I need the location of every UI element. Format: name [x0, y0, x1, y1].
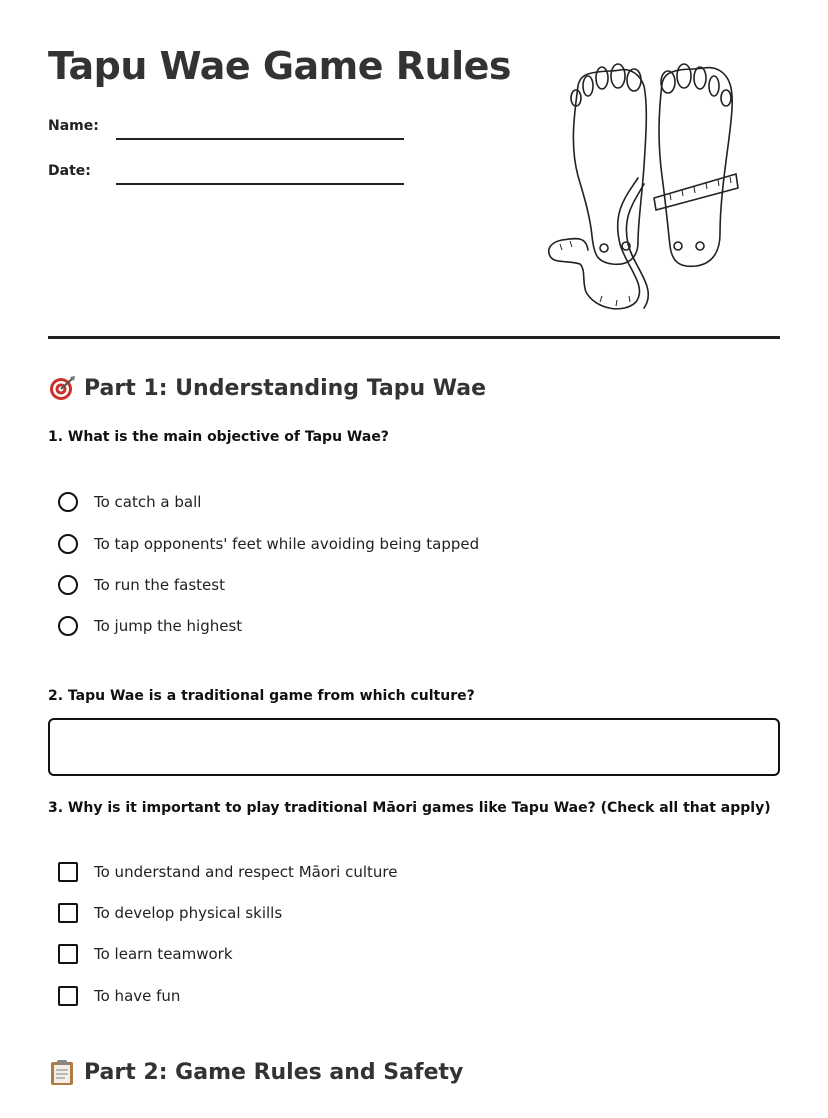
- part1-heading-text: Part 1: Understanding Tapu Wae: [84, 375, 487, 401]
- q1-option-label: To catch a ball: [94, 493, 202, 511]
- date-label: Date:: [48, 163, 91, 179]
- q3-option-3[interactable]: [58, 944, 233, 964]
- q1-option-4[interactable]: [58, 616, 242, 636]
- q1-option-label: To jump the highest: [94, 617, 243, 635]
- q3-option-2[interactable]: [58, 903, 282, 923]
- q1-option-3[interactable]: [58, 575, 225, 595]
- name-field[interactable]: [116, 138, 404, 140]
- q3-option-4[interactable]: [58, 986, 180, 1006]
- q3-option-label: To understand and respect Māori culture: [94, 863, 398, 881]
- checkbox[interactable]: [58, 903, 78, 923]
- radio-button[interactable]: [58, 492, 78, 512]
- q1-option-1[interactable]: [58, 492, 201, 512]
- name-label: Name:: [48, 118, 99, 134]
- question-2: 2. Tapu Wae is a traditional game from which culture?: [48, 688, 475, 704]
- clipboard-icon: [48, 1058, 76, 1086]
- q1-option-label: To tap opponents' feet while avoiding being tapped: [94, 535, 480, 553]
- radio-button[interactable]: [58, 575, 78, 595]
- dart-target-icon: [48, 374, 76, 402]
- part2-heading-text: Part 2: Game Rules and Safety: [84, 1059, 464, 1085]
- part2-heading: [48, 1058, 463, 1086]
- part1-heading: [48, 374, 486, 402]
- question-1: 1. What is the main objective of Tapu Wae?: [48, 429, 389, 445]
- q3-option-label: To learn teamwork: [94, 945, 233, 963]
- q3-option-label: To develop physical skills: [94, 904, 283, 922]
- worksheet-title: Tapu Wae Game Rules: [48, 44, 512, 88]
- question-3: 3. Why is it important to play traditional Māori games like Tapu Wae? (Check all that apply): [48, 800, 771, 816]
- date-field[interactable]: [116, 183, 404, 185]
- q3-option-label: To have fun: [94, 987, 181, 1005]
- q1-option-2[interactable]: [58, 534, 479, 554]
- q3-option-1[interactable]: [58, 862, 397, 882]
- radio-button[interactable]: [58, 534, 78, 554]
- q2-answer-box[interactable]: [48, 718, 780, 776]
- header-divider: [48, 336, 780, 339]
- radio-button[interactable]: [58, 616, 78, 636]
- checkbox[interactable]: [58, 986, 78, 1006]
- feet-with-measuring-tape-illustration: [540, 56, 755, 318]
- checkbox[interactable]: [58, 862, 78, 882]
- checkbox[interactable]: [58, 944, 78, 964]
- q1-option-label: To run the fastest: [94, 576, 225, 594]
